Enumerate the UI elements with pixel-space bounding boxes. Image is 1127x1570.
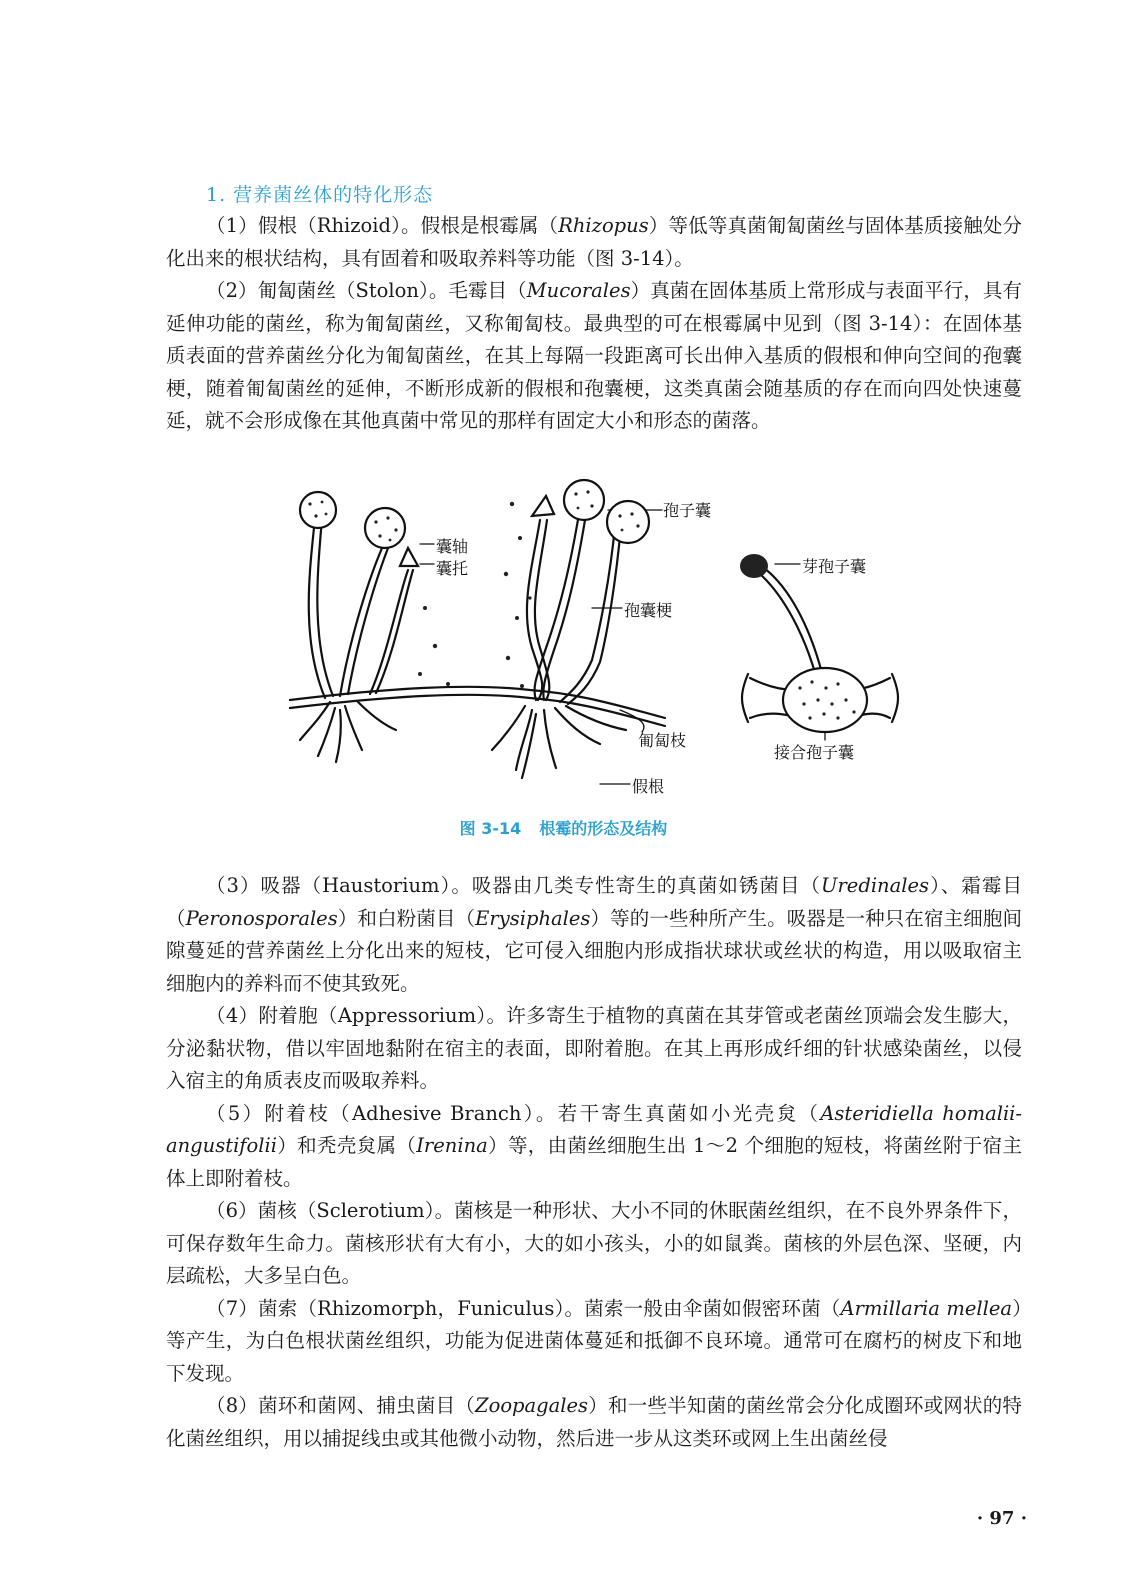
figure-number: 图 3-14: [459, 819, 522, 838]
paragraph-rhizoid: （1）假根（Rhizoid）。假根是根霉属（Rhizopus）等低等真菌匍匐菌丝与固体基质接触处分化出来的根状结构，具有固着和吸取养料等功能（图 3-14）。: [166, 214, 1022, 270]
label-apophysis: 囊托: [436, 559, 469, 578]
paragraph-rhizomorph: （7）菌索（Rhizomorph，Funiculus）。菌索一般由伞菌如假密环菌（Armillaria mellea）等产生，为白色根状菌丝组织，功能为促进菌体蔓延和抵御不良环境。通常可在腐朽的树皮下和地下发现。: [166, 1296, 1022, 1385]
paragraph-stolon: （2）匍匐菌丝（Stolon）。毛霉目（Mucorales）真菌在固体基质上常形成与表面平行，具有延伸功能的菌丝，称为匍匐菌丝，又称匍匐枝。最典型的可在根霉属中见到（图 3-14）：在固体基质表面的营养菌丝分化为匍匐菌丝，在其上每隔一段距离可长出伸入基质的假根和伸向空间的孢囊梗，随着匍匐菌丝的延伸，不断形成新的假根和孢囊梗，这类真菌会随基质的存在而向四处快速蔓延，就不会形成像在其他真菌中常见的那样有固定大小和形态的菌落。: [166, 279, 1022, 432]
figure-caption: [0, 816, 1127, 839]
label-rhizoid: 假根: [632, 777, 665, 796]
paragraph-appressorium: （4）附着胞（Appressorium）。许多寄生于植物的真菌在其芽管或老菌丝顶端会发生膨大，分泌黏状物，借以牢固地黏附在宿主的表面，即附着胞。在其上再形成纤细的针状感染菌丝，以侵入宿主的角质表皮而吸取养料。: [166, 1004, 1022, 1092]
text-top: [166, 210, 1022, 438]
label-sporangium: 孢子囊: [663, 501, 712, 520]
page-number: · 97 ·: [976, 1508, 1027, 1529]
text-bottom: [166, 870, 1022, 1455]
label-stolon: 匍匐枝: [638, 731, 687, 750]
paragraph-adhesive-branch: （5）附着枝（Adhesive Branch）。若干寄生真菌如小光壳炱（Asteridiella homalii-angustifolii）和秃壳炱属（Irenina）等，由菌丝细胞生出 1～2 个细胞的短枝，将菌丝附于宿主体上即附着枝。: [166, 1101, 1023, 1190]
figure-title: 根霉的形态及结构: [539, 819, 668, 838]
paragraph-zoopagales: （8）菌环和菌网、捕虫菌目（Zoopagales）和一些半知菌的菌丝常会分化成圈环或网状的特化菌丝组织，用以捕捉线虫或其他微小动物，然后进一步从这类环或网上生出菌丝侵: [166, 1394, 1022, 1450]
figure-rhizopus: [270, 478, 920, 808]
label-zygosporangium: 接合孢子囊: [774, 743, 855, 762]
paragraph-sclerotium: （6）菌核（Sclerotium）。菌核是一种形状、大小不同的休眠菌丝组织，在不良外界条件下，可保存数年生命力。菌核形状有大有小，大的如小孩头，小的如鼠粪。菌核的外层色深、坚硬，内层疏松，大多呈白色。: [166, 1199, 1022, 1287]
section-heading: 1. 营养菌丝体的特化形态: [206, 184, 434, 206]
label-budding-sporangium: 芽孢子囊: [802, 557, 867, 576]
label-sporangiophore: 孢囊梗: [624, 601, 673, 620]
label-columella: 囊轴: [436, 537, 469, 556]
paragraph-haustorium: （3）吸器（Haustorium）。吸器由几类专性寄生的真菌如锈菌目（Uredinales）、霜霉目（Peronosporales）和白粉菌目（Erysiphales）等的一些种所产生。吸器是一种只在宿主细胞间隙蔓延的营养菌丝上分化出来的短枝，它可侵入细胞内形成指状球状或丝状的构造，用以吸取宿主细胞内的养料而不使其致死。: [166, 874, 1022, 995]
